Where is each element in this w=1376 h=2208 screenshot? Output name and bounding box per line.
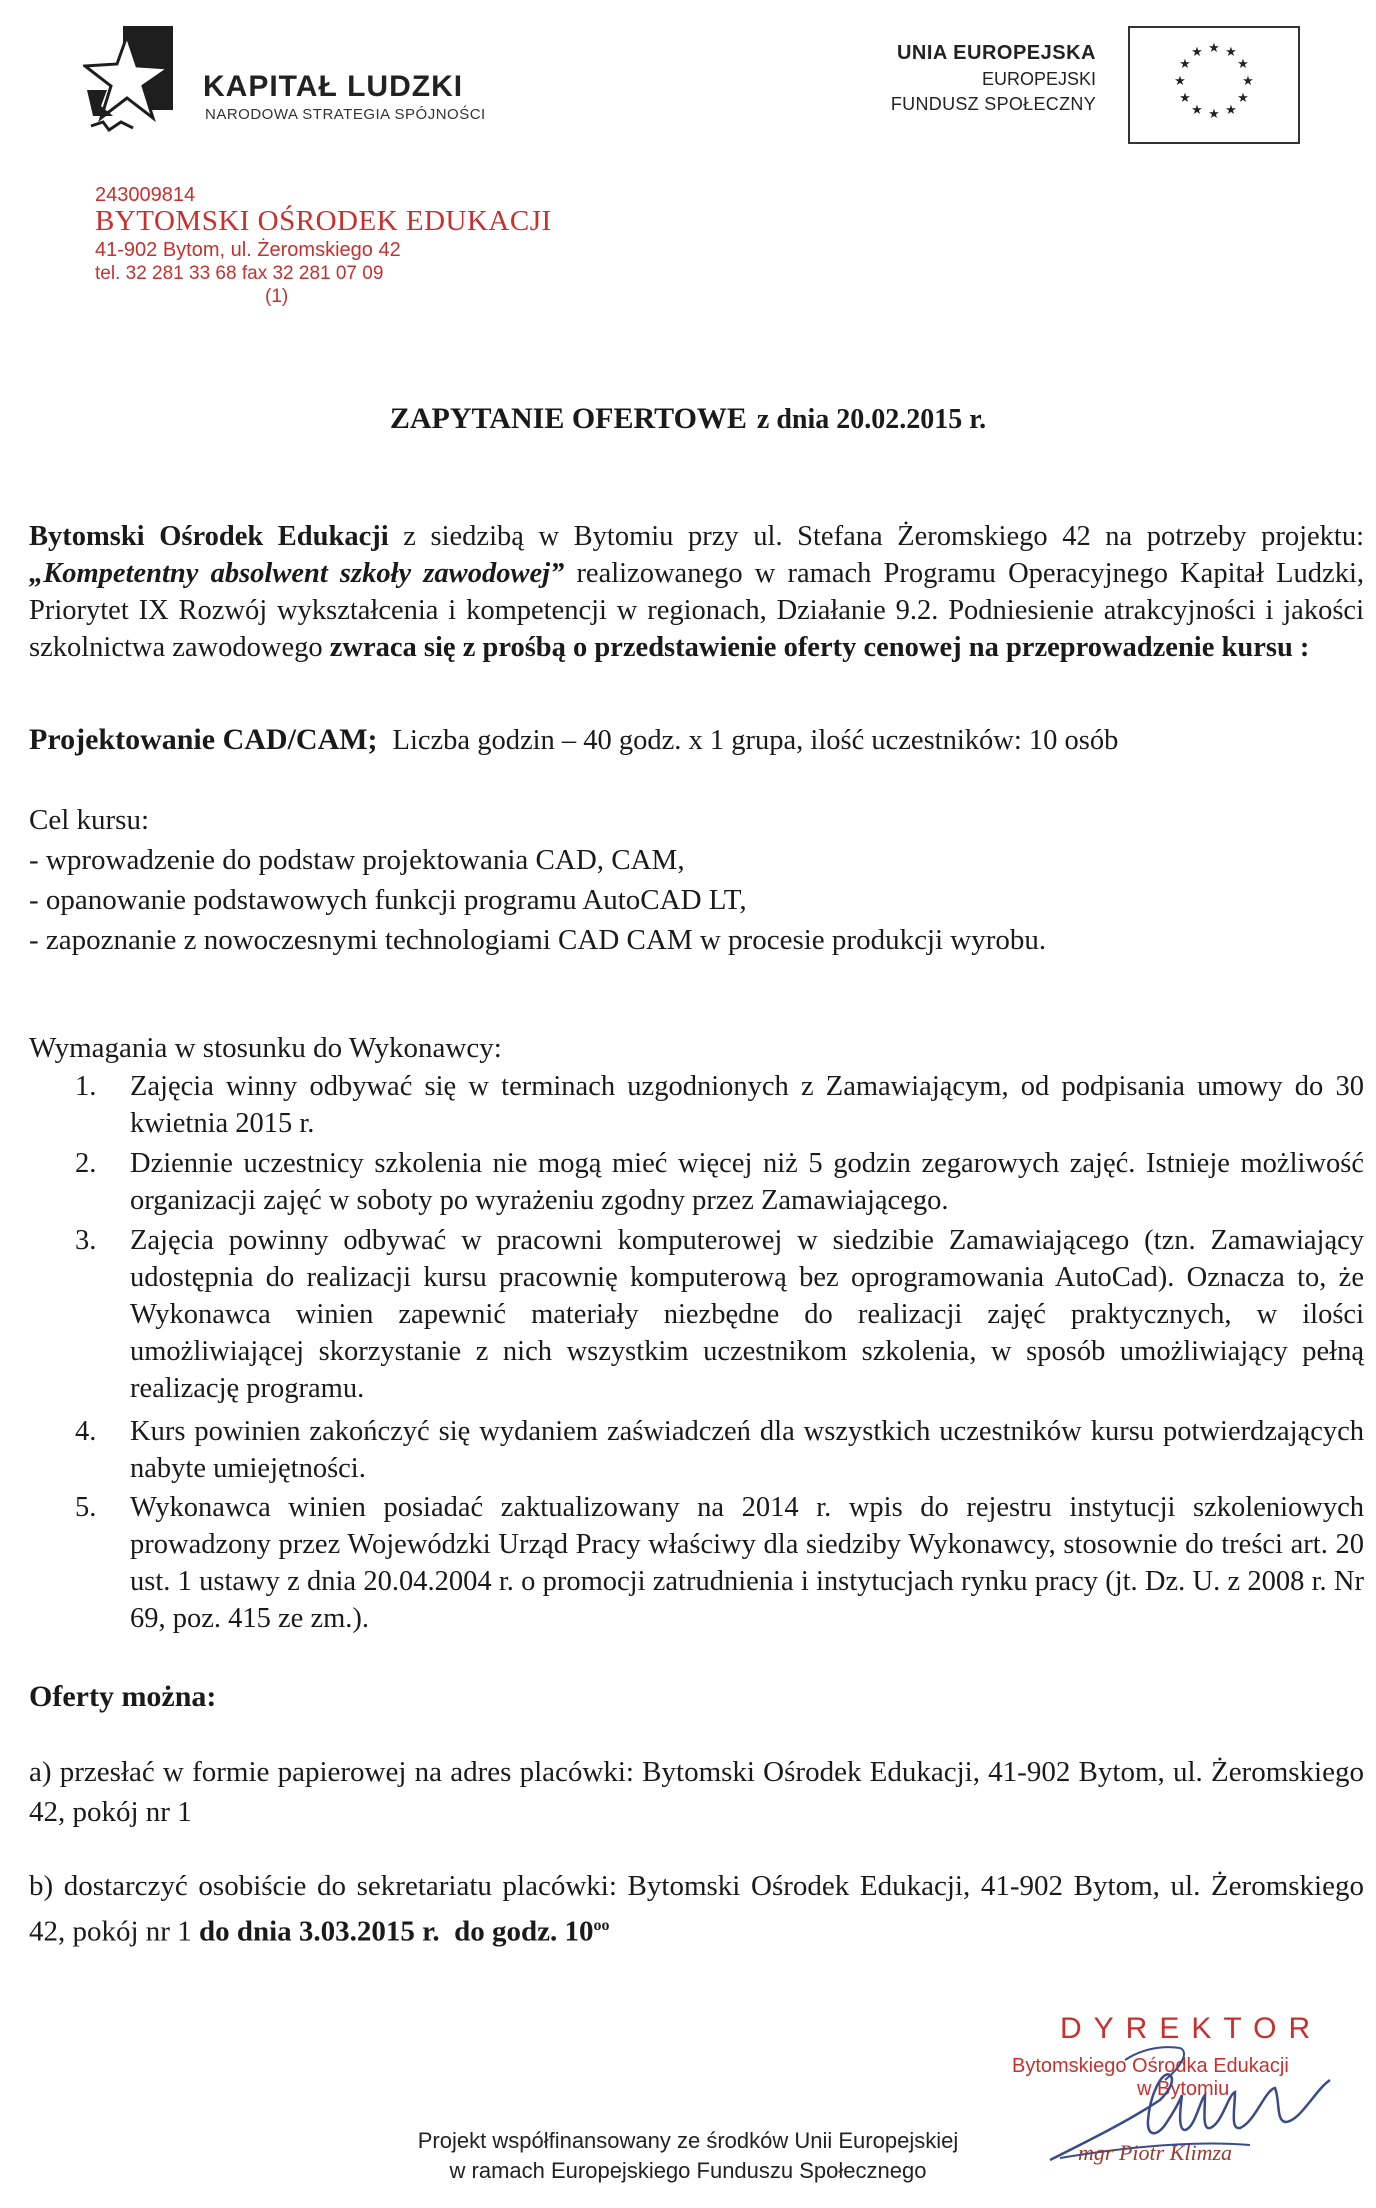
requirement-item-3 bbox=[68, 1222, 1364, 1407]
signature-org-name: Bytomskiego Ośrodka Edukacji bbox=[1012, 2055, 1289, 2077]
intro-project: „Kompetentny absolwent szkoły zawodowej” bbox=[29, 558, 565, 589]
eu-line-3: FUNDUSZ SPOŁECZNY bbox=[890, 94, 1096, 114]
intro-request: zwraca się z prośbą o przedstawienie oferty cenowej na przeprowadzenie kursu : bbox=[329, 632, 1310, 663]
eu-line-2: EUROPEJSKI bbox=[981, 69, 1096, 89]
kapital-ludzki-logo bbox=[83, 26, 173, 134]
svg-text:★: ★ bbox=[1237, 57, 1249, 72]
deadline-time-sup: oo bbox=[593, 1917, 610, 1934]
requirement-item-4 bbox=[68, 1413, 1364, 1487]
svg-text:★: ★ bbox=[1174, 74, 1186, 89]
stamp-phone: tel. 32 281 33 68 fax 32 281 07 09 bbox=[95, 263, 384, 284]
title-main: ZAPYTANIE OFERTOWE bbox=[389, 402, 747, 435]
course-goals bbox=[29, 800, 1046, 960]
signature-city: w Bytomiu bbox=[1137, 2078, 1230, 2100]
requirement-text: Dziennie uczestnicy szkolenia nie mogą mieć więcej niż 5 godzin zegarowych zajęć. Istnieje możliwość organizacji zajęć w soboty po wyrażeniu zgodny przez Zamawiającego. bbox=[130, 1148, 1364, 1216]
svg-text:★: ★ bbox=[1179, 57, 1191, 72]
stamp-regon: 243009814 bbox=[95, 184, 196, 206]
requirement-text: Zajęcia powinny odbywać w pracowni komputerowej w siedzibie Zamawiającego (tzn. Zamawiający udostępnia do realizacji kursu pracownię komputerową bez oprogramowania AutoCad). Oznacza to, że Wykonawca winien zapewnić materiały niezbędne do realizacji zajęć praktycznych, w ilości umożliwiającej skorzystanie z nich wszystkim uczestnikom szkolenia, w sposób umożliwiający pełną realizację programu. bbox=[130, 1225, 1364, 1404]
goal-item: - wprowadzenie do podstaw projektowania CAD, CAM, bbox=[29, 844, 685, 876]
requirement-number: 5. bbox=[75, 1492, 97, 1523]
stamp-name: BYTOMSKI OŚRODEK EDUKACJI bbox=[95, 205, 552, 237]
option-b-text: b) dostarczyć osobiście do sekretariatu placówki: Bytomski Ośrodek Edukacji, 41-902 Bytom, ul. Żeromskiego 42, pokój nr 1 bbox=[29, 1870, 1364, 1948]
goals-heading: Cel kursu: bbox=[29, 804, 150, 836]
requirement-text: Wykonawca winien posiadać zaktualizowany na 2014 r. wpis do rejestru instytucji szkoleniowych prowadzony przez Wojewódzki Urząd Pracy właściwy dla siedziby Wykonawcy, stosownie do treści art. 20 ust. 1 ustawy z dnia 20.04.2004 r. o promocji zatrudnienia i instytucjach rynku pracy (jt. Dz. U. z 2008 r. Nr 69, poz. 415 ze zm.). bbox=[130, 1492, 1364, 1634]
stamp-address: 41-902 Bytom, ul. Żeromskiego 42 bbox=[95, 239, 401, 261]
kapital-ludzki-subtitle: NARODOWA STRATEGIA SPÓJNOŚCI bbox=[205, 106, 486, 123]
requirement-text: Zajęcia winny odbywać się w terminach uzgodnionych z Zamawiającym, od podpisania umowy do 30 kwietnia 2015 r. bbox=[130, 1071, 1364, 1139]
signature-name: mgr Piotr Klimza bbox=[1078, 2140, 1233, 2165]
svg-text:★: ★ bbox=[1225, 45, 1237, 60]
requirement-text: Kurs powinien zakończyć się wydaniem zaświadczeń dla wszystkich uczestników kursu potwierdzających nabyte umiejętności. bbox=[130, 1416, 1364, 1484]
svg-text:★: ★ bbox=[1208, 41, 1220, 56]
svg-text:★: ★ bbox=[1191, 45, 1203, 60]
requirement-number: 3. bbox=[75, 1225, 97, 1256]
requirement-number: 4. bbox=[75, 1416, 97, 1447]
intro-part1: z siedzibą w Bytomiu przy ul. Stefana Żeromskiego 42 na potrzeby projektu: bbox=[388, 521, 1364, 552]
eu-line-1: UNIA EUROPEJSKA bbox=[896, 42, 1096, 64]
eu-fund-label bbox=[891, 42, 1096, 115]
footer-line-2: w ramach Europejskiego Funduszu Społecznego bbox=[449, 2158, 927, 2183]
intro-org: Bytomski Ośrodek Edukacji bbox=[29, 521, 389, 552]
goal-item: - opanowanie podstawowych funkcji programu AutoCAD LT, bbox=[29, 884, 747, 916]
footer-line-1: Projekt współfinansowany ze środków Unii Europejskiej bbox=[417, 2128, 959, 2153]
svg-text:★: ★ bbox=[1179, 91, 1191, 106]
offers-heading: Oferty można: bbox=[29, 1680, 217, 1713]
eu-flag-icon bbox=[1128, 26, 1300, 144]
svg-text:★: ★ bbox=[1225, 103, 1237, 118]
institution-stamp bbox=[95, 185, 552, 306]
svg-text:★: ★ bbox=[1237, 91, 1249, 106]
signature-title: DYREKTOR bbox=[1060, 2012, 1323, 2045]
deadline-date: do dnia 3.03.2015 r. bbox=[198, 1915, 440, 1948]
deadline-time: do godz. 10 bbox=[454, 1915, 594, 1948]
requirement-number: 1. bbox=[75, 1071, 97, 1102]
goal-item: - zapoznanie z nowoczesnymi technologiami CAD CAM w procesie produkcji wyrobu. bbox=[29, 924, 1047, 956]
intro-paragraph bbox=[29, 518, 1364, 666]
svg-text:★: ★ bbox=[1191, 103, 1203, 118]
intro-part2: realizowanego w ramach Programu Operacyjnego Kapitał Ludzki, Priorytet IX Rozwój wykształcenia i kompetencji w regionach, Działanie 9.2. Podniesienie atrakcyjności i jakości szkolnictwa zawodowego bbox=[29, 558, 1365, 663]
requirement-item-1 bbox=[68, 1068, 1364, 1142]
requirement-item-2 bbox=[68, 1145, 1364, 1219]
title-date: z dnia 20.02.2015 r. bbox=[756, 404, 987, 435]
offer-option-b bbox=[29, 1866, 1364, 1952]
svg-text:★: ★ bbox=[1208, 107, 1220, 122]
requirement-item-5 bbox=[68, 1489, 1364, 1637]
document-title bbox=[0, 402, 1376, 436]
svg-text:★: ★ bbox=[1242, 74, 1254, 89]
course-name: Projektowanie CAD/CAM; bbox=[29, 723, 378, 756]
footer-note bbox=[0, 2126, 1376, 2186]
course-line bbox=[29, 723, 1118, 757]
stamp-number: (1) bbox=[265, 286, 289, 307]
kapital-ludzki-title: KAPITAŁ LUDZKI bbox=[203, 70, 464, 103]
offer-option-a: a) przesłać w formie papierowej na adres placówki: Bytomski Ośrodek Edukacji, 41-902 Bytom, ul. Żeromskiego 42, pokój nr 1 bbox=[29, 1756, 1364, 1828]
course-details: Liczba godzin – 40 godz. x 1 grupa, ilość uczestników: 10 osób bbox=[392, 725, 1119, 756]
requirement-number: 2. bbox=[75, 1148, 97, 1179]
requirements-heading: Wymagania w stosunku do Wykonawcy: bbox=[29, 1032, 502, 1064]
